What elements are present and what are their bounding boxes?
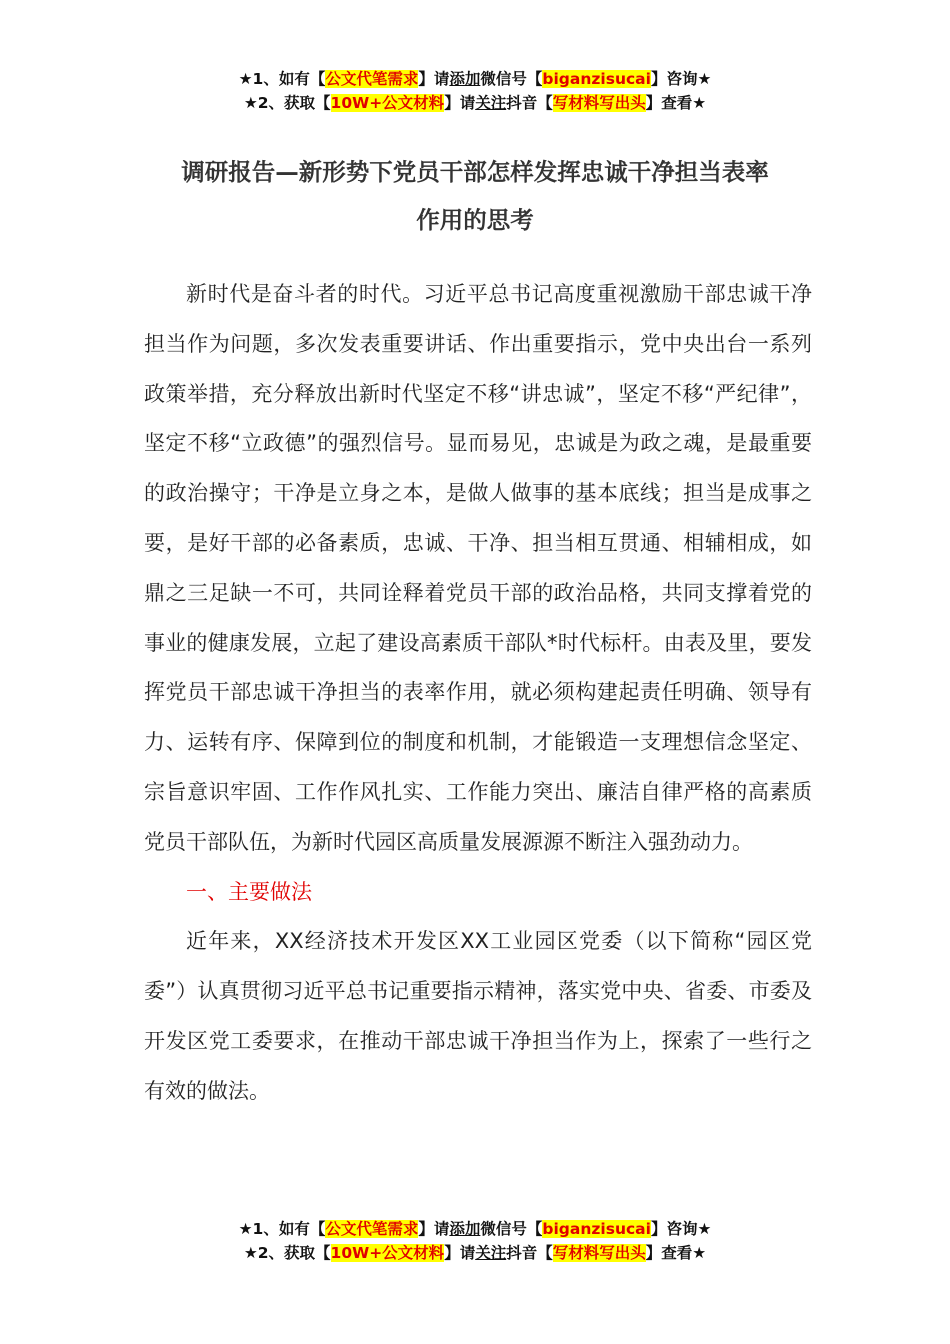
banner-text: 微信号【 — [480, 70, 543, 88]
banner-highlight: 公文代笔需求 — [325, 1220, 419, 1238]
banner-text: 】查看★ — [645, 1244, 707, 1262]
banner-text: 】咨询★ — [650, 1220, 712, 1238]
section-paragraph: 近年来，XX经济技术开发区XX工业园区党委（以下简称“园区党委”）认真贯彻习近平总书记重要指示精神，落实党中央、省委、市委及开发区党工委要求，在推动干部忠诚干净担当作为上，探索了一些行之有效的做法。 — [144, 929, 812, 1103]
banner-text: 微信号【 — [480, 1220, 543, 1238]
banner-line-1 — [0, 1217, 950, 1241]
bottom-banner — [0, 1217, 950, 1265]
title-line-2: 作用的思考 — [416, 206, 534, 234]
banner-underlined-text: 添加 — [449, 70, 481, 88]
banner-highlight: 写材料写出头 — [552, 94, 646, 112]
title-line-1: 调研报告—新形势下党员干部怎样发挥忠诚干净担当表率 — [181, 158, 769, 186]
banner-text: 】请 — [418, 1220, 450, 1238]
banner-highlight: 公文代笔需求 — [325, 70, 419, 88]
banner-text: 抖音【 — [506, 1244, 553, 1262]
banner-line-2 — [0, 1241, 950, 1265]
banner-highlight: 10W+公文材料 — [330, 94, 445, 112]
document-body — [144, 270, 812, 1117]
intro-paragraph: 新时代是奋斗者的时代。习近平总书记高度重视激励干部忠诚干净担当作为问题，多次发表重要讲话、作出重要指示，党中央出台一系列政策举措，充分释放出新时代坚定不移“讲忠诚”，坚定不移“严纪律”，坚定不移“立政德”的强烈信号。显而易见，忠诚是为政之魂，是最重要的政治操守；干净是立身之本，是做人做事的基本底线；担当是成事之要，是好干部的必备素质，忠诚、干净、担当相互贯通、相辅相成，如鼎之三足缺一不可，共同诠释着党员干部的政治品格，共同支撑着党的事业的健康发展，立起了建设高素质干部队*时代标杆。由表及里，要发挥党员干部忠诚干净担当的表率作用，就必须构建起责任明确、领导有力、运转有序、保障到位的制度和机制，才能锻造一支理想信念坚定、宗旨意识牢固、工作作风扎实、工作能力突出、廉洁自律严格的高素质党员干部队伍，为新时代园区高质量发展源源不断注入强劲动力。 — [144, 282, 812, 854]
banner-line-1 — [0, 67, 950, 91]
banner-text: ★2、获取【 — [243, 94, 331, 112]
banner-text: ★1、如有【 — [238, 70, 326, 88]
banner-text: 】请 — [444, 94, 476, 112]
banner-line-2 — [0, 91, 950, 115]
banner-highlight: 写材料写出头 — [552, 1244, 646, 1262]
banner-text: 】请 — [418, 70, 450, 88]
banner-text: ★2、获取【 — [243, 1244, 331, 1262]
banner-highlight: biganzisucai — [542, 1220, 651, 1238]
banner-highlight: biganzisucai — [542, 70, 651, 88]
banner-text: 】请 — [444, 1244, 476, 1262]
banner-underlined-text: 添加 — [449, 1220, 481, 1238]
banner-text: 抖音【 — [506, 94, 553, 112]
document-title — [140, 148, 810, 244]
banner-underlined-text: 关注 — [475, 1244, 507, 1262]
banner-highlight: 10W+公文材料 — [330, 1244, 445, 1262]
banner-text: 】查看★ — [645, 94, 707, 112]
banner-underlined-text: 关注 — [475, 94, 507, 112]
banner-text: ★1、如有【 — [238, 1220, 326, 1238]
banner-text: 】咨询★ — [650, 70, 712, 88]
top-banner — [0, 67, 950, 115]
section-heading: 一、主要做法 — [186, 879, 312, 904]
